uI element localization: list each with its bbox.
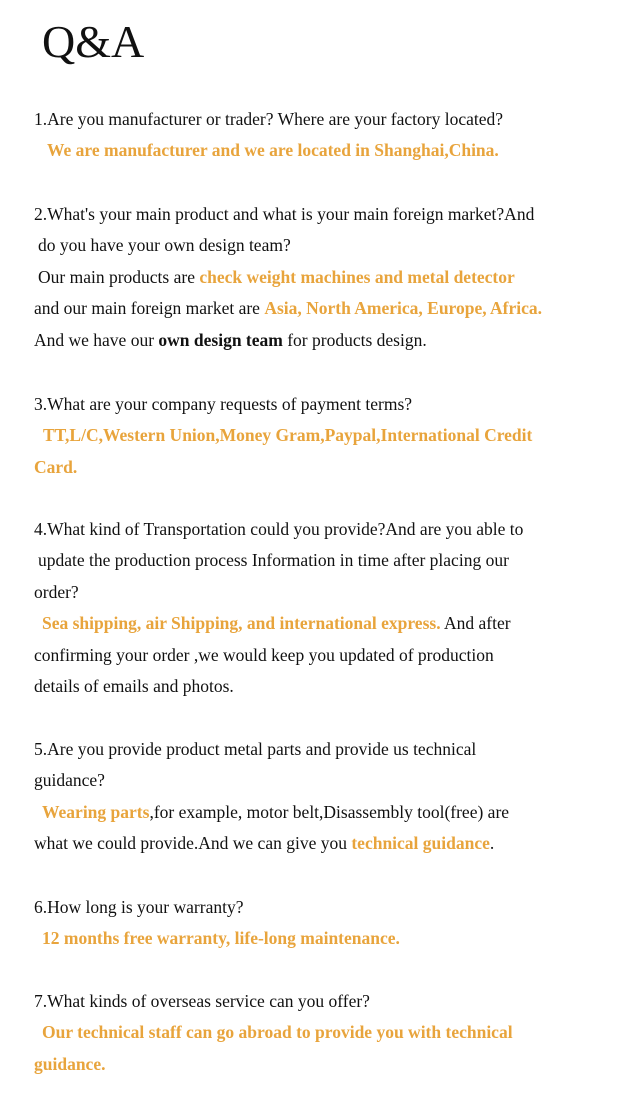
qa-item-6 — [34, 892, 624, 955]
answer-2-highlight-markets: Asia, North America, Europe, Africa. — [264, 298, 543, 319]
answer-4-text: And after — [440, 613, 511, 634]
qa-item-7 — [34, 986, 624, 1080]
answer-2-line-3 — [34, 325, 624, 356]
qa-item-2 — [34, 199, 624, 356]
qa-item-4 — [34, 514, 624, 702]
answer-4-line-1 — [34, 608, 624, 639]
question-3: 3.What are your company requests of payment terms? — [34, 394, 413, 414]
answer-4-line-2: confirming your order ,we would keep you updated of production — [34, 644, 494, 665]
answer-5-line-1 — [34, 797, 624, 828]
page-title: Q&A — [42, 16, 145, 67]
answer-6: 12 months free warranty, life-long maintenance. — [42, 928, 400, 949]
answer-7-line-1: Our technical staff can go abroad to provide you with technical — [42, 1022, 513, 1043]
answer-4-line-3: details of emails and photos. — [34, 676, 234, 697]
qa-item-5 — [34, 734, 624, 860]
question-5-line-2: guidance? — [34, 770, 105, 791]
question-4-line-1: 4.What kind of Transportation could you provide?And are you able to — [34, 519, 524, 539]
answer-2-bold-design-team: own design team — [158, 329, 283, 350]
question-2-line-1: 2.What's your main product and what is your main foreign market?And — [34, 204, 535, 224]
answer-2-line-1 — [34, 262, 624, 293]
answer-2-highlight-products: check weight machines and metal detector — [199, 266, 515, 287]
answer-5-highlight-guidance: technical guidance — [351, 833, 490, 854]
answer-2-line-2 — [34, 293, 624, 324]
answer-1: We are manufacturer and we are located in Shanghai,China. — [47, 140, 499, 161]
qa-item-3 — [34, 389, 624, 483]
question-7: 7.What kinds of overseas service can you offer? — [34, 991, 370, 1011]
answer-2-text: for products design. — [282, 329, 427, 350]
answer-2-text: And we have our — [34, 329, 159, 350]
question-6: 6.How long is your warranty? — [34, 897, 244, 917]
answer-5-text: ,for example, motor belt,Disassembly tool(free) are — [149, 801, 510, 822]
question-4-line-3: order? — [34, 581, 79, 602]
answer-4-highlight-shipping: Sea shipping, air Shipping, and international express. — [42, 613, 441, 634]
answer-2-text: and our main foreign market are — [34, 298, 265, 319]
answer-3-line-1: TT,L/C,Western Union,Money Gram,Paypal,International Credit — [43, 425, 533, 446]
question-2-line-2: do you have your own design team? — [38, 235, 291, 256]
answer-5-highlight-wearing-parts: Wearing parts — [42, 801, 150, 822]
question-4-line-2: update the production process Information in time after placing our — [38, 550, 509, 571]
answer-5-text: what we could provide.And we can give you — [34, 833, 352, 854]
question-5-line-1: 5.Are you provide product metal parts and provide us technical — [34, 739, 477, 759]
answer-3-line-2: Card. — [34, 456, 78, 477]
answer-7-line-2: guidance. — [34, 1053, 106, 1074]
answer-2-text: Our main products are — [38, 266, 200, 287]
answer-5-line-2 — [34, 828, 624, 859]
answer-5-text: . — [489, 833, 495, 854]
question-1: 1.Are you manufacturer or trader? Where are your factory located? — [34, 109, 504, 129]
qa-item-1 — [34, 104, 624, 167]
